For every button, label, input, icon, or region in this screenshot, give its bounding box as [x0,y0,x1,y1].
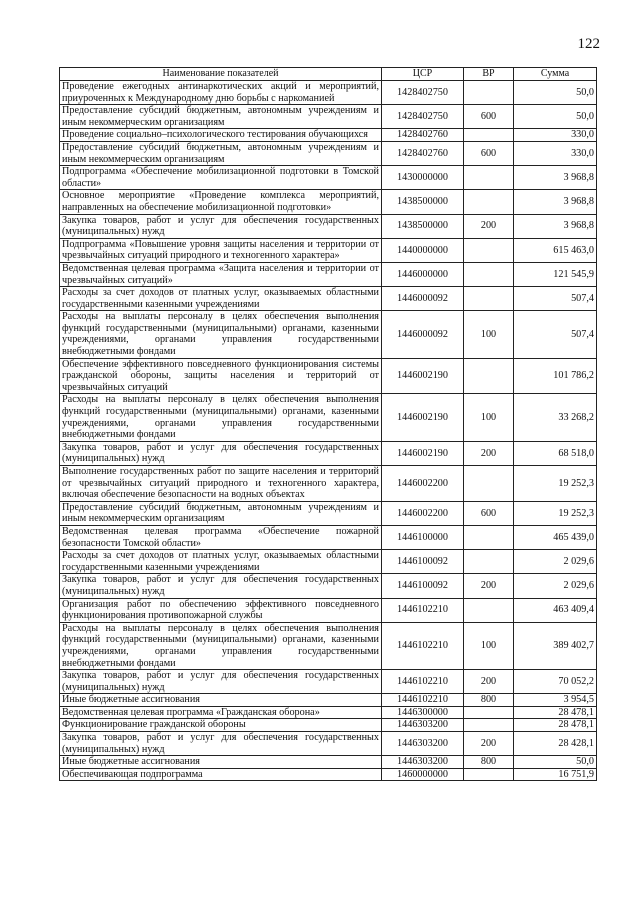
cell-csr: 1440000000 [382,238,464,262]
cell-sum: 19 252,3 [514,466,597,502]
cell-name: Расходы на выплаты персоналу в целях обеспечения выполнения функций государственными (муниципальными) органами, казенными учреждениями, органами управления государственными внебюджетными фондами [60,622,382,669]
cell-name: Закупка товаров, работ и услуг для обеспечения государственных (муниципальных) нужд [60,441,382,465]
cell-name: Подпрограмма «Обеспечение мобилизационной подготовки в Томской области» [60,166,382,190]
table-row [60,768,597,781]
cell-name: Организация работ по обеспечению эффективного повседневного функционирования противопожарной службы [60,598,382,622]
cell-name: Функционирование гражданской обороны [60,719,382,732]
cell-name: Закупка товаров, работ и услуг для обеспечения государственных (муниципальных) нужд [60,214,382,238]
table-row [60,598,597,622]
cell-sum: 33 268,2 [514,394,597,441]
cell-csr: 1446100092 [382,550,464,574]
cell-sum: 16 751,9 [514,768,597,781]
header-csr: ЦСР [382,68,464,81]
cell-name: Ведомственная целевая программа «Защита населения и территории от чрезвычайных ситуаций» [60,262,382,286]
cell-name: Ведомственная целевая программа «Обеспечение пожарной безопасности Томской области» [60,525,382,549]
table-row [60,756,597,769]
cell-csr: 1446102210 [382,670,464,694]
cell-csr: 1446100092 [382,574,464,598]
cell-sum: 28 428,1 [514,732,597,756]
cell-sum: 50,0 [514,756,597,769]
cell-csr: 1446000092 [382,287,464,311]
table-header-row [60,68,597,81]
cell-sum: 330,0 [514,141,597,165]
cell-name: Расходы за счет доходов от платных услуг, оказываемых областными государственными казенными учреждениями [60,287,382,311]
table-row [60,732,597,756]
table-row [60,262,597,286]
cell-csr: 1428402750 [382,81,464,105]
table-row [60,358,597,394]
cell-sum: 70 052,2 [514,670,597,694]
cell-csr: 1446100000 [382,525,464,549]
cell-name: Закупка товаров, работ и услуг для обеспечения государственных (муниципальных) нужд [60,670,382,694]
cell-name: Иные бюджетные ассигнования [60,694,382,707]
cell-vr [464,550,514,574]
table-row [60,501,597,525]
cell-sum: 2 029,6 [514,574,597,598]
cell-sum: 615 463,0 [514,238,597,262]
cell-vr [464,358,514,394]
table-row [60,81,597,105]
cell-vr: 200 [464,441,514,465]
cell-name: Расходы за счет доходов от платных услуг, оказываемых областными государственными казенными учреждениями [60,550,382,574]
table-row [60,550,597,574]
cell-name: Обеспечение эффективного повседневного функционирования системы гражданской обороны, защиты населения и территорий от чрезвычайных ситуаций [60,358,382,394]
cell-sum: 507,4 [514,287,597,311]
cell-vr: 800 [464,756,514,769]
cell-vr [464,768,514,781]
cell-vr [464,287,514,311]
cell-vr [464,719,514,732]
cell-csr: 1446002190 [382,441,464,465]
table-row [60,574,597,598]
table-row [60,311,597,358]
cell-vr [464,598,514,622]
cell-csr: 1446102210 [382,694,464,707]
cell-sum: 50,0 [514,105,597,129]
cell-vr [464,466,514,502]
header-name: Наименование показателей [60,68,382,81]
table-row [60,441,597,465]
cell-name: Предоставление субсидий бюджетным, автономным учреждениям и иным некоммерческим организациям [60,141,382,165]
cell-name: Расходы на выплаты персоналу в целях обеспечения выполнения функций государственными (муниципальными) органами, казенными учреждениями, органами управления государственными внебюджетными фондами [60,311,382,358]
table-row [60,214,597,238]
cell-csr: 1446000000 [382,262,464,286]
cell-sum: 68 518,0 [514,441,597,465]
table-row [60,166,597,190]
cell-sum: 3 968,8 [514,166,597,190]
table-row [60,719,597,732]
cell-vr [464,166,514,190]
cell-csr: 1438500000 [382,190,464,214]
cell-csr: 1446303200 [382,756,464,769]
cell-name: Подпрограмма «Повышение уровня защиты населения и территории от чрезвычайных ситуаций природного и техногенного характера» [60,238,382,262]
table-row [60,129,597,142]
cell-sum: 463 409,4 [514,598,597,622]
cell-vr: 100 [464,394,514,441]
cell-csr: 1460000000 [382,768,464,781]
cell-name: Расходы на выплаты персоналу в целях обеспечения выполнения функций государственными (муниципальными) органами, казенными учреждениями, органами управления государственными внебюджетными фондами [60,394,382,441]
cell-csr: 1428402750 [382,105,464,129]
cell-name: Закупка товаров, работ и услуг для обеспечения государственных (муниципальных) нужд [60,732,382,756]
cell-sum: 3 968,8 [514,190,597,214]
table-row [60,622,597,669]
cell-name: Предоставление субсидий бюджетным, автономным учреждениям и иным некоммерческим организациям [60,105,382,129]
cell-vr [464,262,514,286]
cell-csr: 1446303200 [382,719,464,732]
header-sum: Сумма [514,68,597,81]
table-row [60,190,597,214]
cell-csr: 1446303200 [382,732,464,756]
table-row [60,238,597,262]
cell-sum: 2 029,6 [514,550,597,574]
cell-vr: 200 [464,574,514,598]
table-row [60,287,597,311]
cell-vr [464,525,514,549]
cell-sum: 465 439,0 [514,525,597,549]
cell-vr: 200 [464,214,514,238]
page-number: 122 [577,36,600,52]
cell-sum: 19 252,3 [514,501,597,525]
cell-sum: 330,0 [514,129,597,142]
cell-name: Ведомственная целевая программа «Гражданская оборона» [60,706,382,719]
cell-sum: 3 954,5 [514,694,597,707]
cell-vr: 100 [464,622,514,669]
cell-csr: 1446002190 [382,358,464,394]
table-row [60,670,597,694]
table-row [60,694,597,707]
cell-csr: 1446002200 [382,466,464,502]
cell-sum: 389 402,7 [514,622,597,669]
cell-name: Иные бюджетные ассигнования [60,756,382,769]
table-row [60,706,597,719]
cell-csr: 1446002190 [382,394,464,441]
cell-vr: 600 [464,501,514,525]
cell-sum: 3 968,8 [514,214,597,238]
cell-vr [464,706,514,719]
cell-vr [464,129,514,142]
table-row [60,466,597,502]
cell-sum: 101 786,2 [514,358,597,394]
table-row [60,105,597,129]
cell-csr: 1446102210 [382,622,464,669]
cell-vr: 200 [464,670,514,694]
cell-csr: 1446102210 [382,598,464,622]
cell-vr [464,238,514,262]
cell-name: Выполнение государственных работ по защите населения и территорий от чрезвычайных ситуаций природного и техногенного характера, включая обеспечение безопасности на водных объектах [60,466,382,502]
cell-csr: 1446002200 [382,501,464,525]
cell-name: Проведение социально–психологического тестирования обучающихся [60,129,382,142]
cell-vr: 200 [464,732,514,756]
header-vr: ВР [464,68,514,81]
cell-name: Закупка товаров, работ и услуг для обеспечения государственных (муниципальных) нужд [60,574,382,598]
budget-table [59,67,597,781]
cell-name: Основное мероприятие «Проведение комплекса мероприятий, направленных на обеспечение мобилизационной подготовки» [60,190,382,214]
cell-csr: 1428402760 [382,129,464,142]
cell-name: Обеспечивающая подпрограмма [60,768,382,781]
cell-csr: 1446300000 [382,706,464,719]
cell-csr: 1438500000 [382,214,464,238]
cell-vr [464,81,514,105]
cell-vr: 800 [464,694,514,707]
table-row [60,525,597,549]
cell-sum: 121 545,9 [514,262,597,286]
cell-vr [464,190,514,214]
cell-vr: 600 [464,105,514,129]
table-row [60,394,597,441]
cell-sum: 28 478,1 [514,719,597,732]
cell-sum: 50,0 [514,81,597,105]
cell-vr: 100 [464,311,514,358]
cell-sum: 507,4 [514,311,597,358]
cell-sum: 28 478,1 [514,706,597,719]
cell-csr: 1446000092 [382,311,464,358]
cell-name: Проведение ежегодных антинаркотических акций и мероприятий, приуроченных к Международному дню борьбы с наркоманией [60,81,382,105]
cell-csr: 1428402760 [382,141,464,165]
cell-vr: 600 [464,141,514,165]
cell-csr: 1430000000 [382,166,464,190]
table-row [60,141,597,165]
cell-name: Предоставление субсидий бюджетным, автономным учреждениям и иным некоммерческим организациям [60,501,382,525]
